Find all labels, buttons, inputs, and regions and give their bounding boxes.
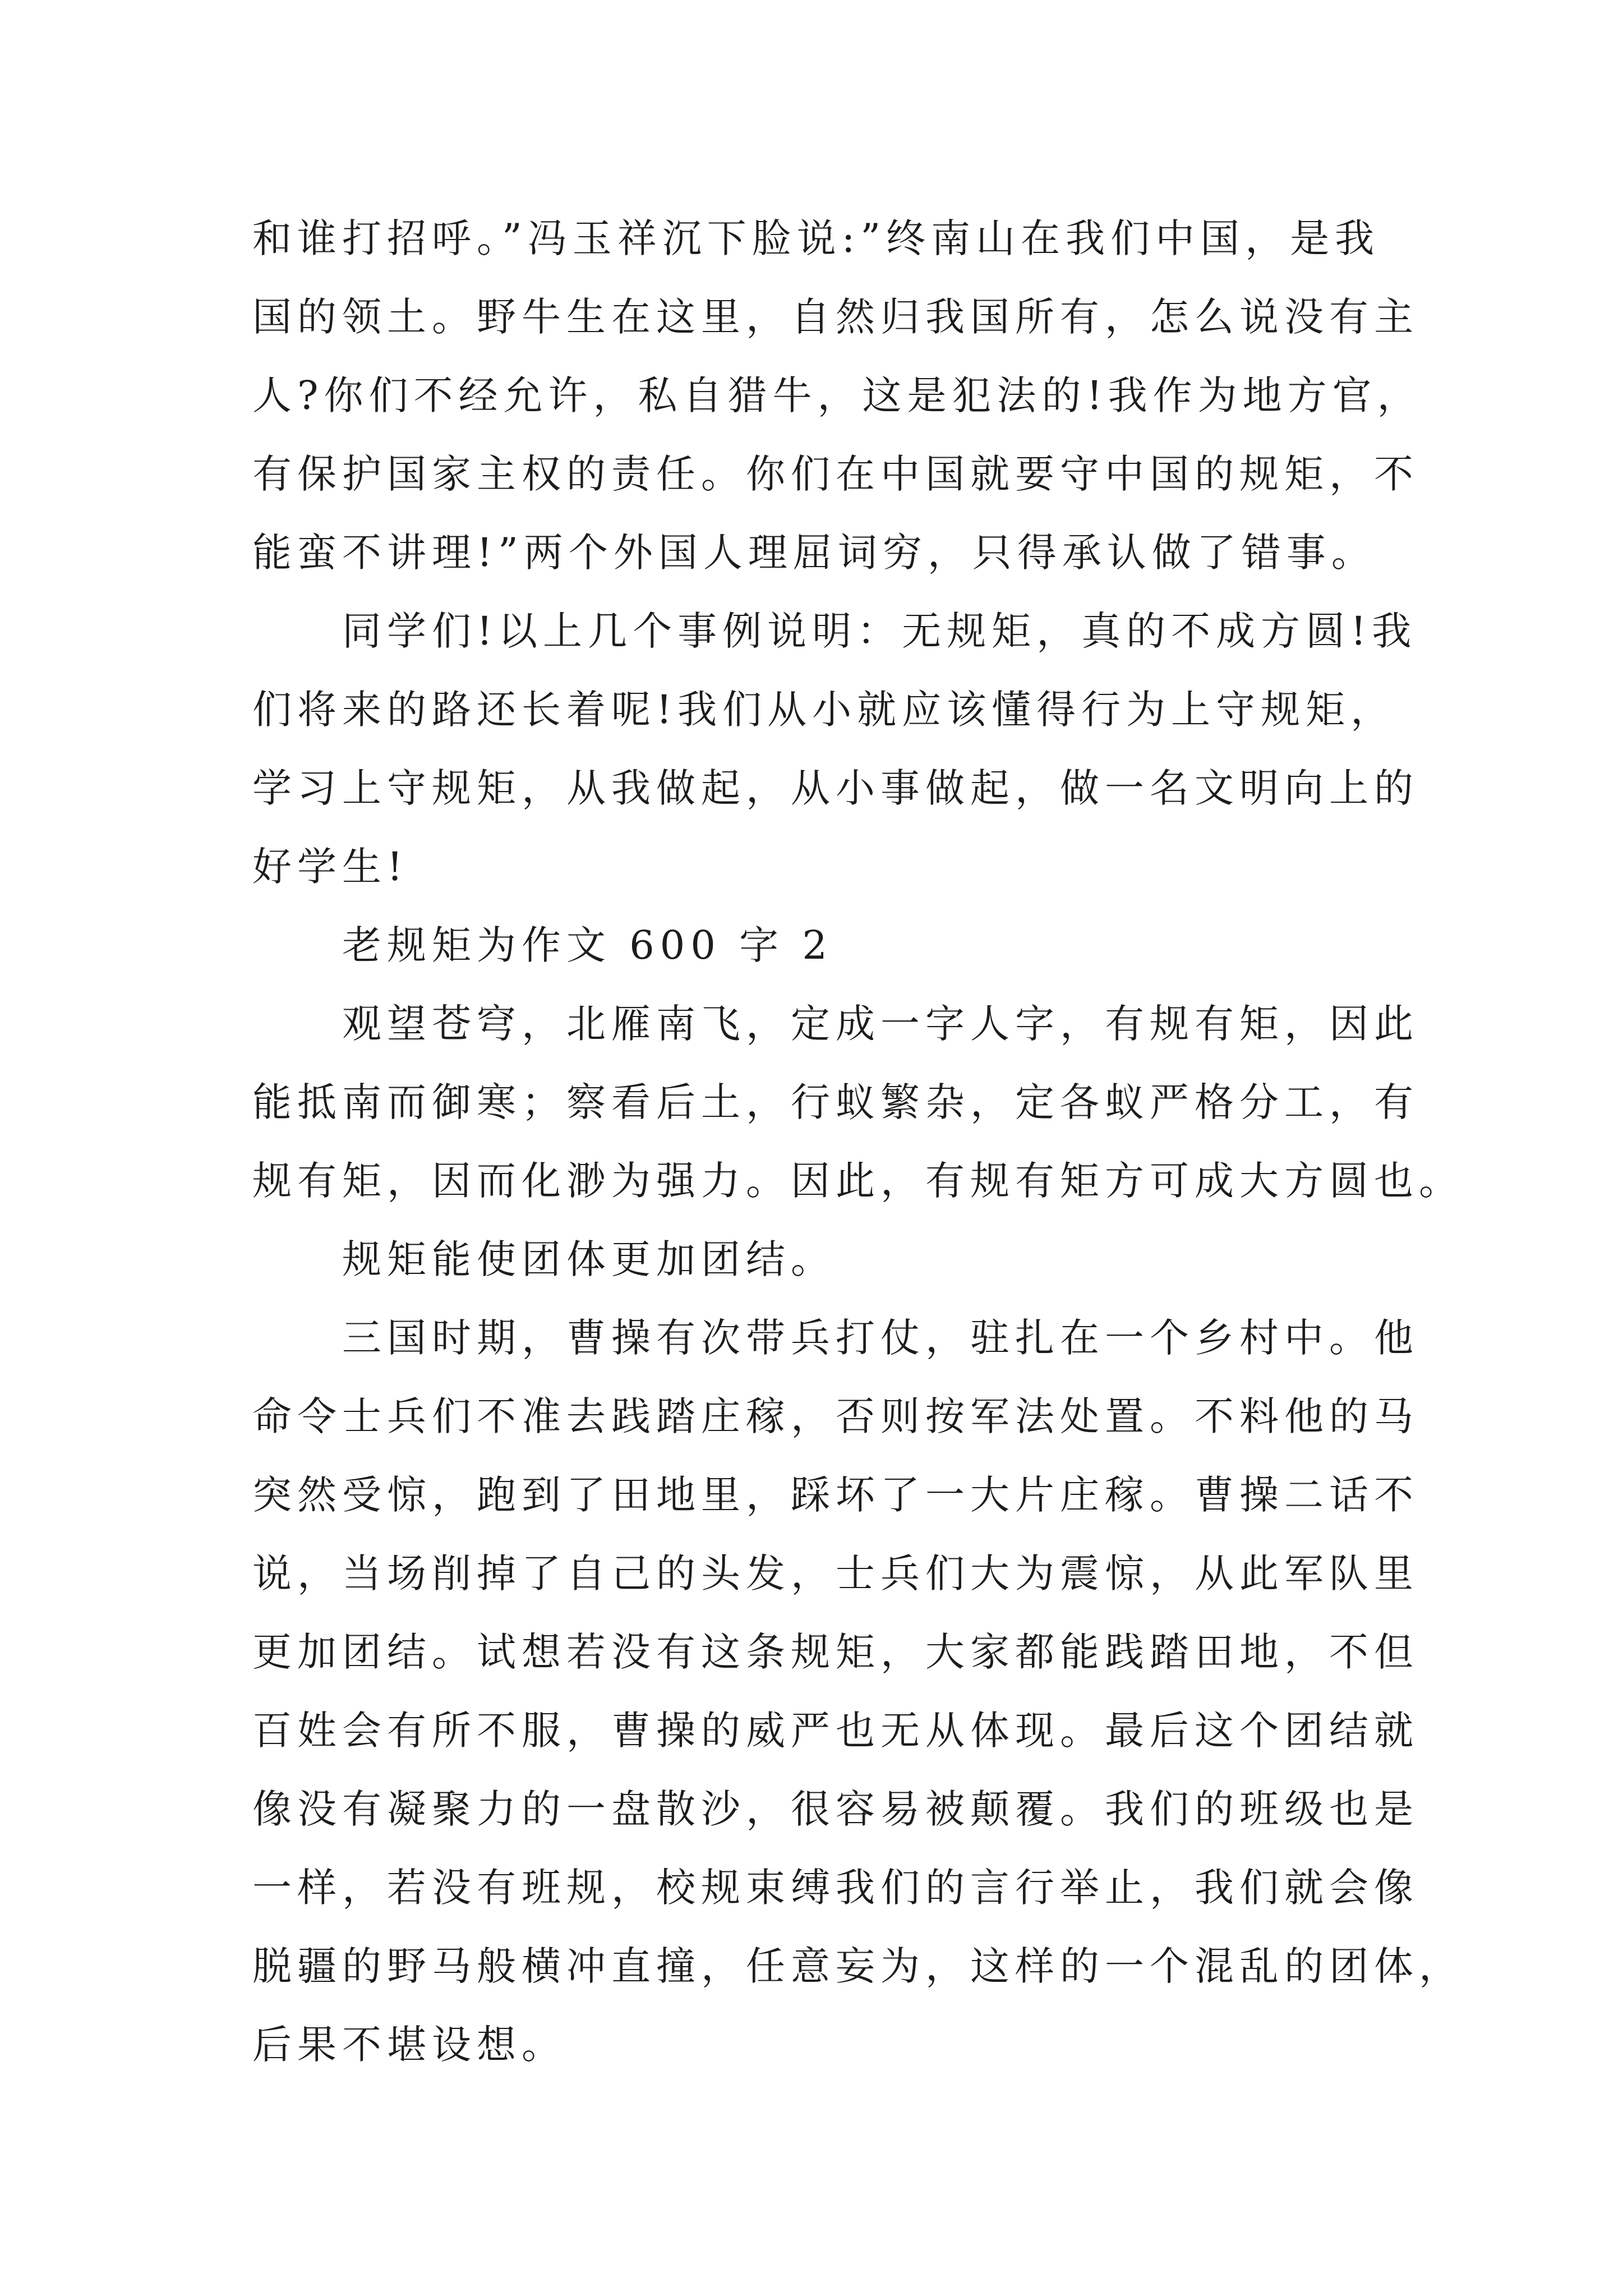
document-body <box>252 199 1464 2084</box>
text-line: 后果不堪设想。 <box>252 2022 566 2068</box>
text-line: 更加团结。试想若没有这条规矩，大家都能践踏田地，不但 <box>252 1629 1419 1675</box>
text-line: 一样，若没有班规，校规束缚我们的言行举止，我们就会像 <box>252 1865 1419 1911</box>
paragraph-start-line: 观望苍穹，北雁南飞，定成一字人字，有规有矩，因此 <box>342 1001 1419 1047</box>
text-line: 好学生! <box>252 844 409 890</box>
text-line: 有保护国家主权的责任。你们在中国就要守中国的规矩，不 <box>252 451 1419 497</box>
paragraph-start-line: 规矩能使团体更加团结。 <box>342 1236 836 1282</box>
paragraph-start-line: 同学们!以上几个事例说明：无规矩，真的不成方圆!我 <box>342 608 1417 654</box>
text-line: 们将来的路还长着呢!我们从小就应该懂得行为上守规矩， <box>252 687 1396 733</box>
text-line: 能蛮不讲理!”两个外国人理屈词穷，只得承认做了错事。 <box>252 530 1376 576</box>
text-line: 学习上守规矩，从我做起，从小事做起，做一名文明向上的 <box>252 765 1419 811</box>
text-line: 能抵南而御寒；察看后土，行蚁繁杂，定各蚁严格分工，有 <box>252 1079 1419 1125</box>
text-line: 说，当场削掉了自己的头发，士兵们大为震惊，从此军队里 <box>252 1550 1419 1596</box>
text-line: 像没有凝聚力的一盘散沙，很容易被颠覆。我们的班级也是 <box>252 1786 1419 1832</box>
text-line: 和谁打招呼。”冯玉祥沉下脸说:”终南山在我们中国，是我 <box>252 215 1380 261</box>
text-line: 突然受惊，跑到了田地里，踩坏了一大片庄稼。曹操二话不 <box>252 1472 1419 1518</box>
text-line: 国的领土。野牛生在这里，自然归我国所有，怎么说没有主 <box>252 294 1419 340</box>
section-heading: 老规矩为作文 600 字 2 <box>342 922 833 968</box>
text-line: 百姓会有所不服，曹操的威严也无从体现。最后这个团结就 <box>252 1708 1419 1754</box>
text-line: 规有矩，因而化渺为强力。因此，有规有矩方可成大方圆也。 <box>252 1158 1464 1204</box>
text-line: 命令士兵们不准去践踏庄稼，否则按军法处置。不料他的马 <box>252 1393 1419 1439</box>
paragraph-start-line: 三国时期，曹操有次带兵打仗，驻扎在一个乡村中。他 <box>342 1315 1419 1361</box>
text-line: 人?你们不经允许，私自猎牛，这是犯法的!我作为地方官， <box>252 372 1422 418</box>
text-line: 脱疆的野马般横冲直撞，任意妄为，这样的一个混乱的团体， <box>252 1943 1464 1989</box>
